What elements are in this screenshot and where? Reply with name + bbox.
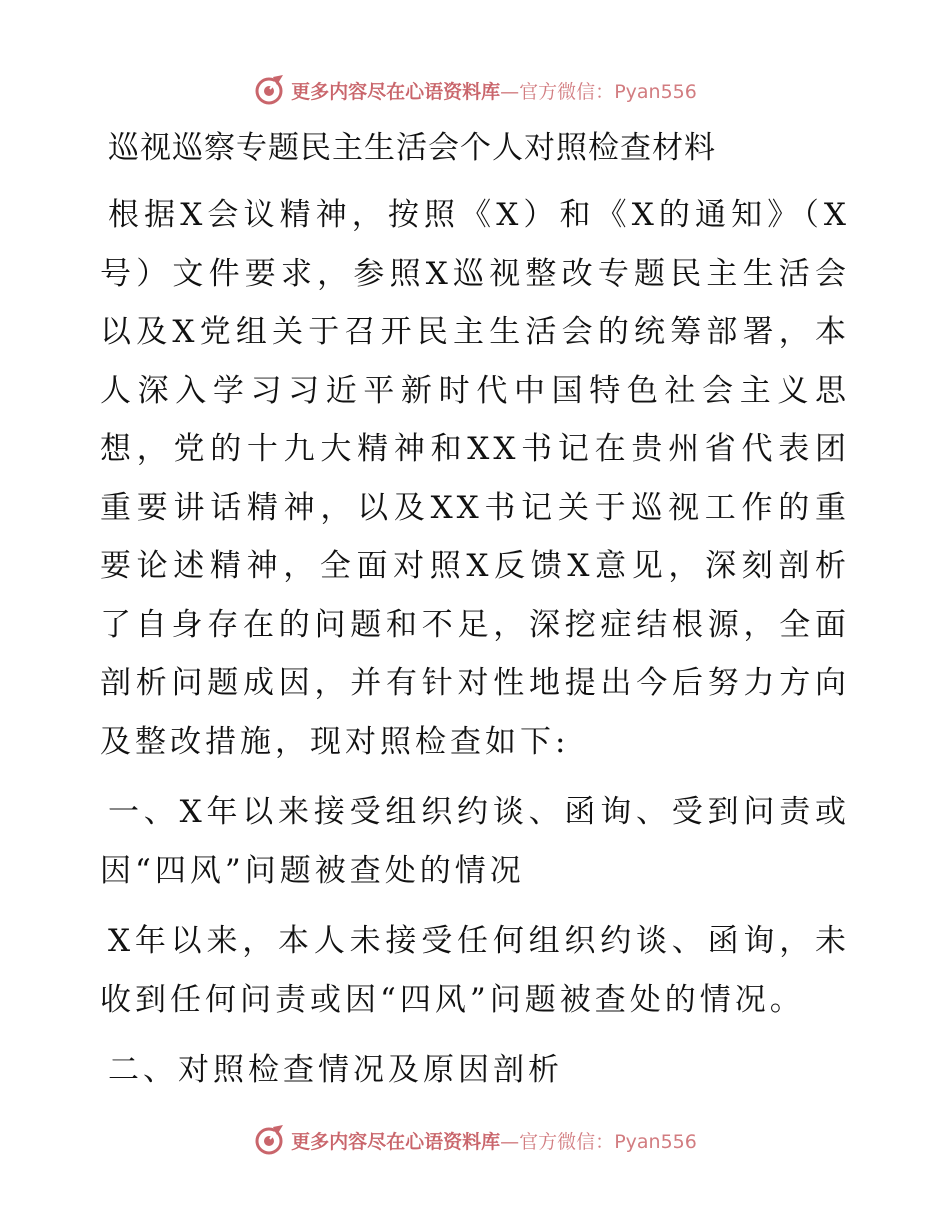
watermark-text: 更多内容尽在心语资料库—官方微信：Pyan556 bbox=[291, 80, 697, 103]
watermark-header bbox=[0, 70, 950, 110]
intro-paragraph: 根据X会议精神，按照《X）和《X的通知》（X号）文件要求，参照X巡视整改专题民主生活会以及X党组关于召开民主生活会的统筹部署，本人深入学习习近平新时代中国特色社会主义思想，党的十九大精神和XX书记在贵州省代表团重要讲话精神，以及XX书记关于巡视工作的重要论述精神，全面对照X反馈X意见，深刻剖析了自身存在的问题和不足，深挖症结根源，全面剖析问题成因，并有针对性地提出今后努力方向及整改措施，现对照检查如下: bbox=[100, 197, 850, 760]
section-2-heading: 二、对照检查情况及原因剖析 bbox=[108, 1052, 563, 1088]
document-body bbox=[100, 122, 850, 1100]
section-1-body: X年以来，本人未接受任何组织约谈、函询，未收到任何问责或因“四风”问题被查处的情况。 bbox=[100, 923, 850, 1018]
section-1-heading: 一、X年以来接受组织约谈、函询、受到问责或因“四风”问题被查处的情况 bbox=[100, 794, 850, 889]
document-title: 巡视巡察专题民主生活会个人对照检查材料 bbox=[108, 130, 716, 166]
pen-logo-icon bbox=[253, 1124, 285, 1156]
watermark-text: 更多内容尽在心语资料库—官方微信：Pyan556 bbox=[291, 1130, 697, 1153]
watermark-footer bbox=[0, 1120, 950, 1160]
pen-logo-icon bbox=[253, 74, 285, 106]
